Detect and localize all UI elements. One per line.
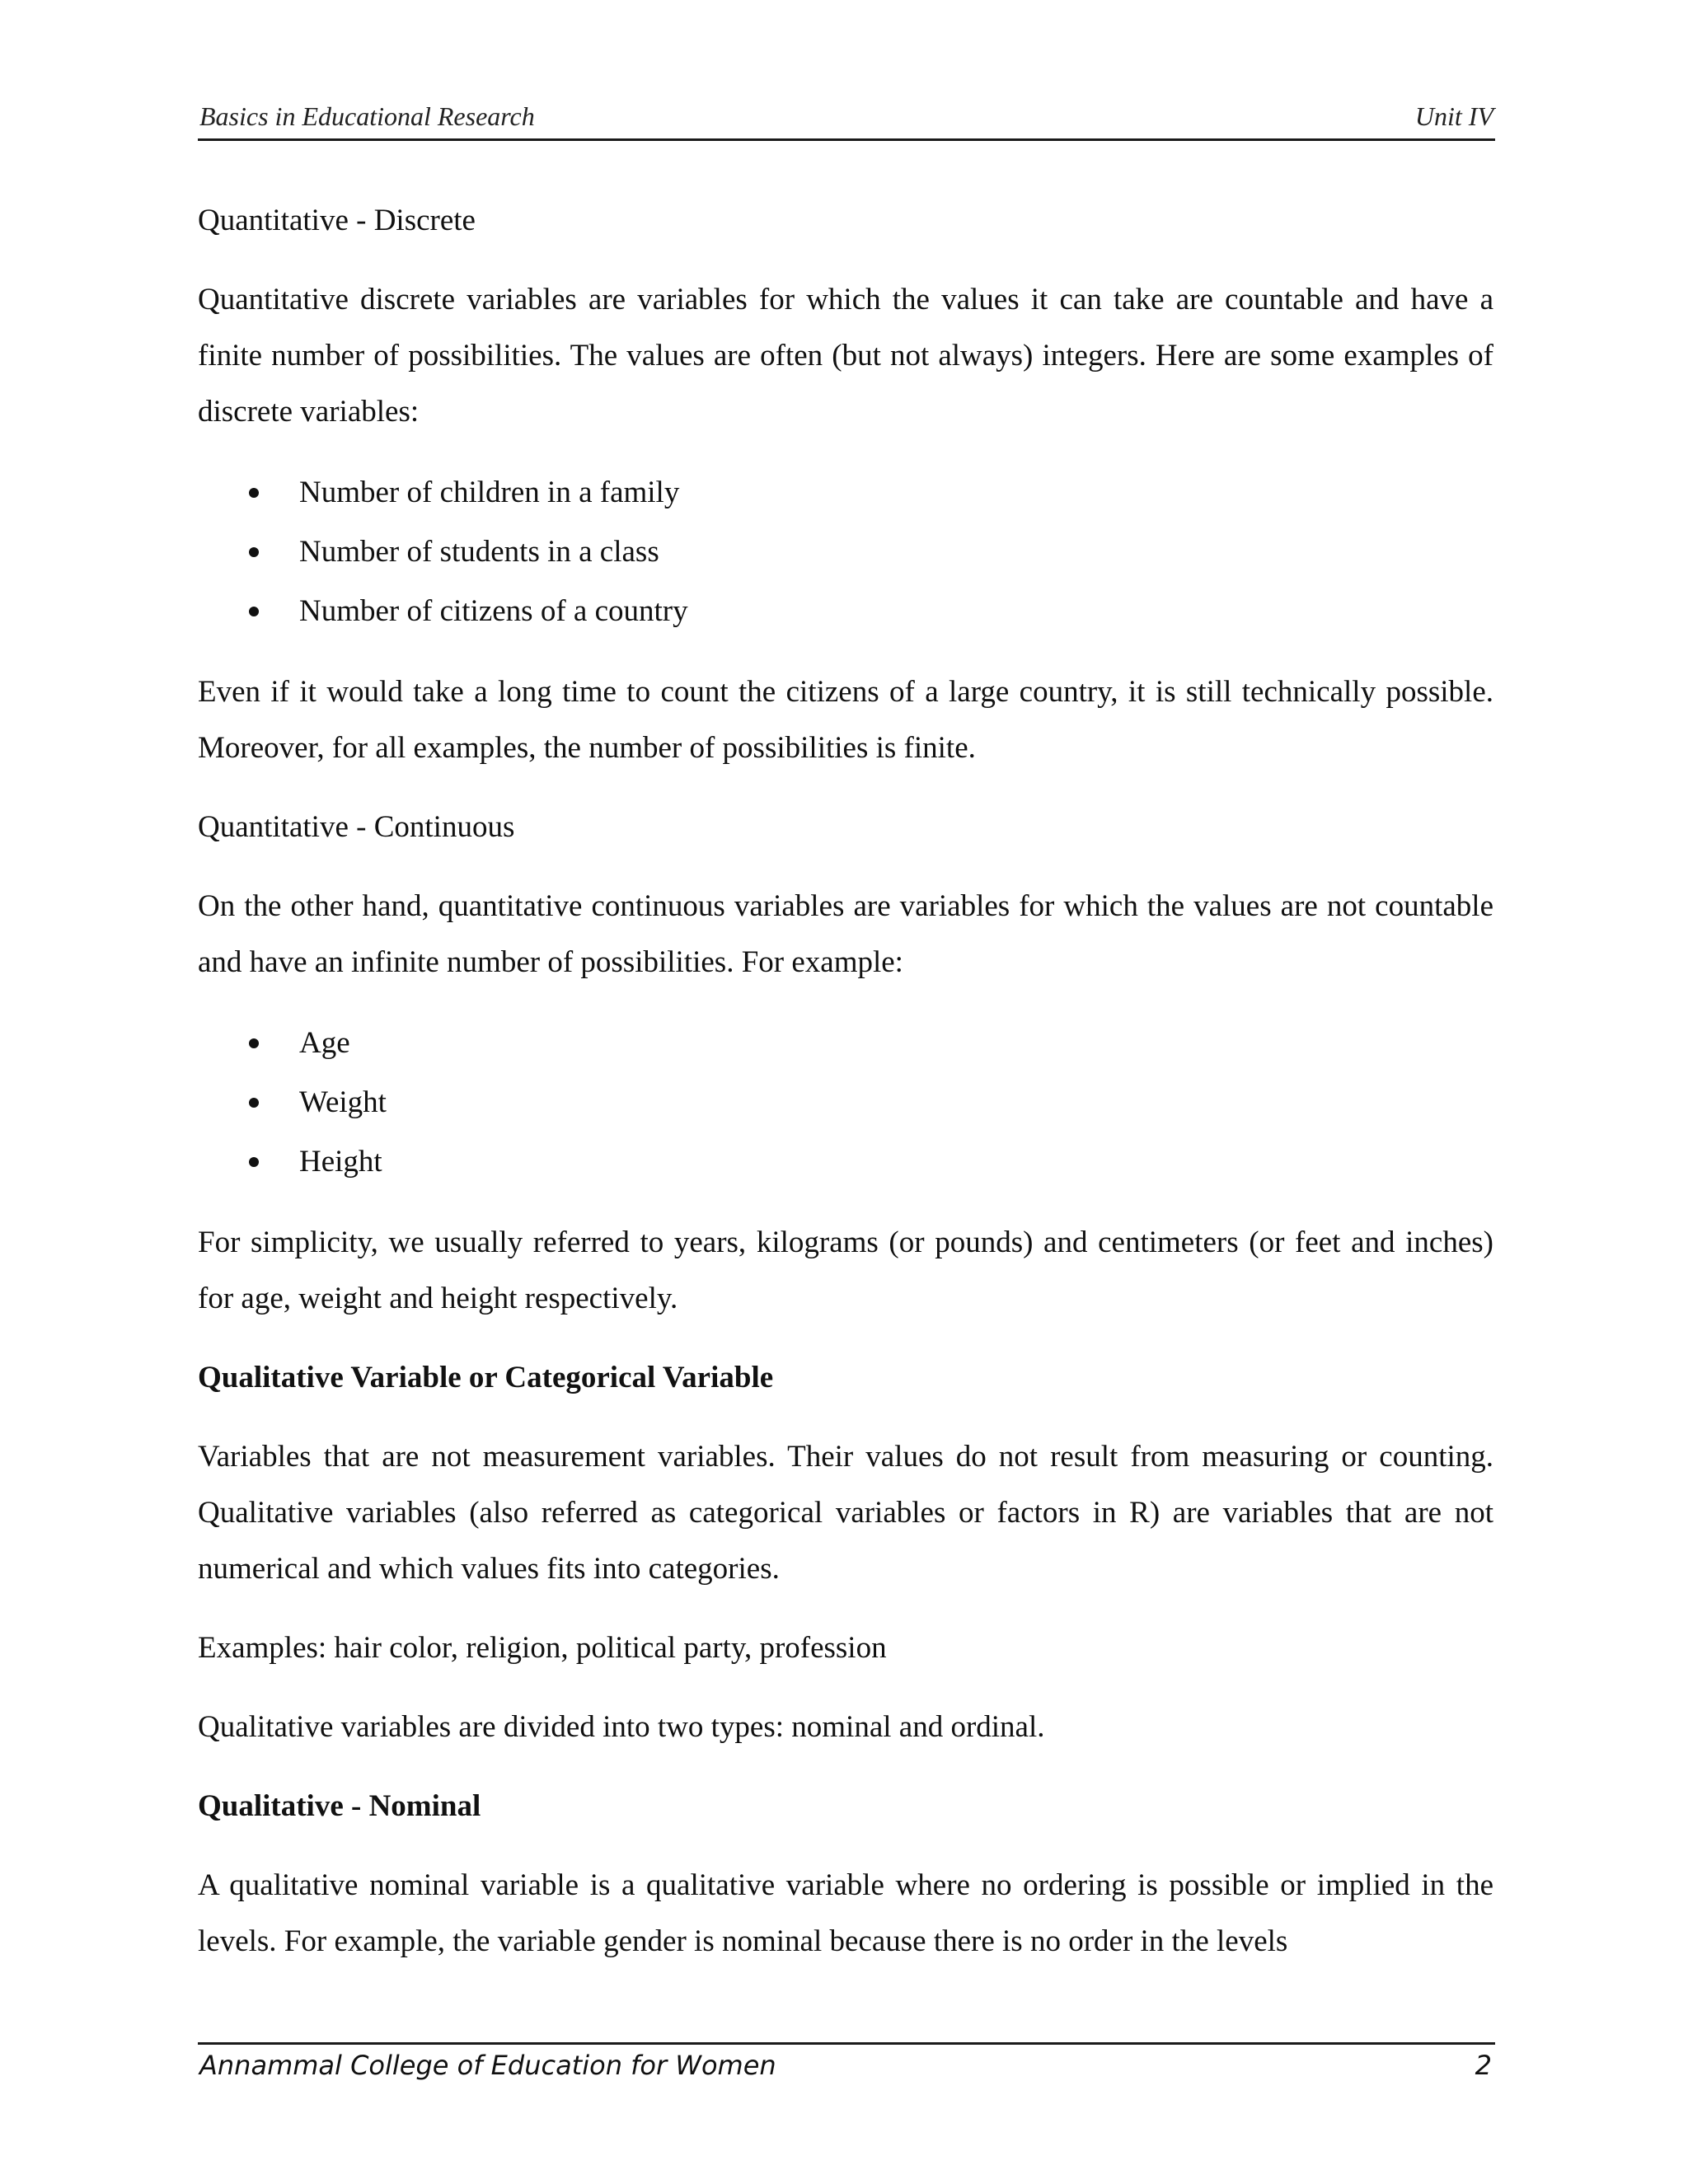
list-item-text: Number of students in a class — [299, 535, 659, 569]
qualitative-types: Qualitative variables are divided into two types: nominal and ordinal. — [198, 1710, 1045, 1744]
discrete-list — [198, 463, 1493, 641]
list-item — [198, 582, 1493, 641]
list-item — [198, 463, 1493, 523]
nominal-heading: Qualitative - Nominal — [198, 1789, 481, 1823]
footer-institution: Annammal College of Education for Women — [199, 2050, 776, 2081]
page-content — [198, 193, 1493, 1993]
list-item-text: Weight — [299, 1085, 387, 1119]
qualitative-heading: Qualitative Variable or Categorical Variable — [198, 1361, 774, 1394]
discrete-paragraph: Quantitative discrete variables are variables for which the values it can take are countable and have a finite number of possibilities. The values are often (but not always) integers. Here are some examples of discrete variables: — [198, 283, 1493, 429]
discrete-note: Even if it would take a long time to count the citizens of a large country, it is still technically possible. Moreover, for all examples, the number of possibilities is finite. — [198, 675, 1493, 765]
continuous-heading: Quantitative - Continuous — [198, 810, 515, 844]
qualitative-paragraph: Variables that are not measurement variables. Their values do not result from measuring or counting. Qualitative variables (also referred as categorical variables or factors in R) are variables that are not numerical and which values fits into categories. — [198, 1440, 1493, 1586]
list-item-text: Number of children in a family — [299, 476, 680, 509]
continuous-note: For simplicity, we usually referred to years, kilograms (or pounds) and centimeters (or feet and inches) for age, weight and height respectively. — [198, 1226, 1493, 1315]
continuous-list — [198, 1014, 1493, 1192]
list-item — [198, 1132, 1493, 1192]
list-item-text: Number of citizens of a country — [299, 594, 688, 628]
page-header — [198, 97, 1495, 141]
bullet-icon — [249, 547, 259, 557]
list-item — [198, 523, 1493, 582]
page-number: 2 — [1475, 2050, 1492, 2081]
list-item — [198, 1073, 1493, 1132]
bullet-icon — [249, 1038, 259, 1048]
list-item — [198, 1014, 1493, 1073]
bullet-icon — [249, 1098, 259, 1108]
continuous-paragraph: On the other hand, quantitative continuous variables are variables for which the values are not countable and have an infinite number of possibilities. For example: — [198, 889, 1493, 979]
discrete-heading: Quantitative - Discrete — [198, 204, 476, 237]
header-unit: Unit IV — [1414, 101, 1493, 131]
header-title: Basics in Educational Research — [199, 101, 535, 131]
qualitative-examples: Examples: hair color, religion, political party, profession — [198, 1631, 887, 1665]
bullet-icon — [249, 1157, 259, 1167]
list-item-text: Age — [299, 1026, 350, 1060]
bullet-icon — [249, 488, 259, 498]
list-item-text: Height — [299, 1145, 382, 1179]
nominal-paragraph: A qualitative nominal variable is a qualitative variable where no ordering is possible or implied in the levels. For example, the variable gender is nominal because there is no order in the levels — [198, 1868, 1493, 1958]
page-footer — [198, 2042, 1495, 2094]
bullet-icon — [249, 607, 259, 616]
